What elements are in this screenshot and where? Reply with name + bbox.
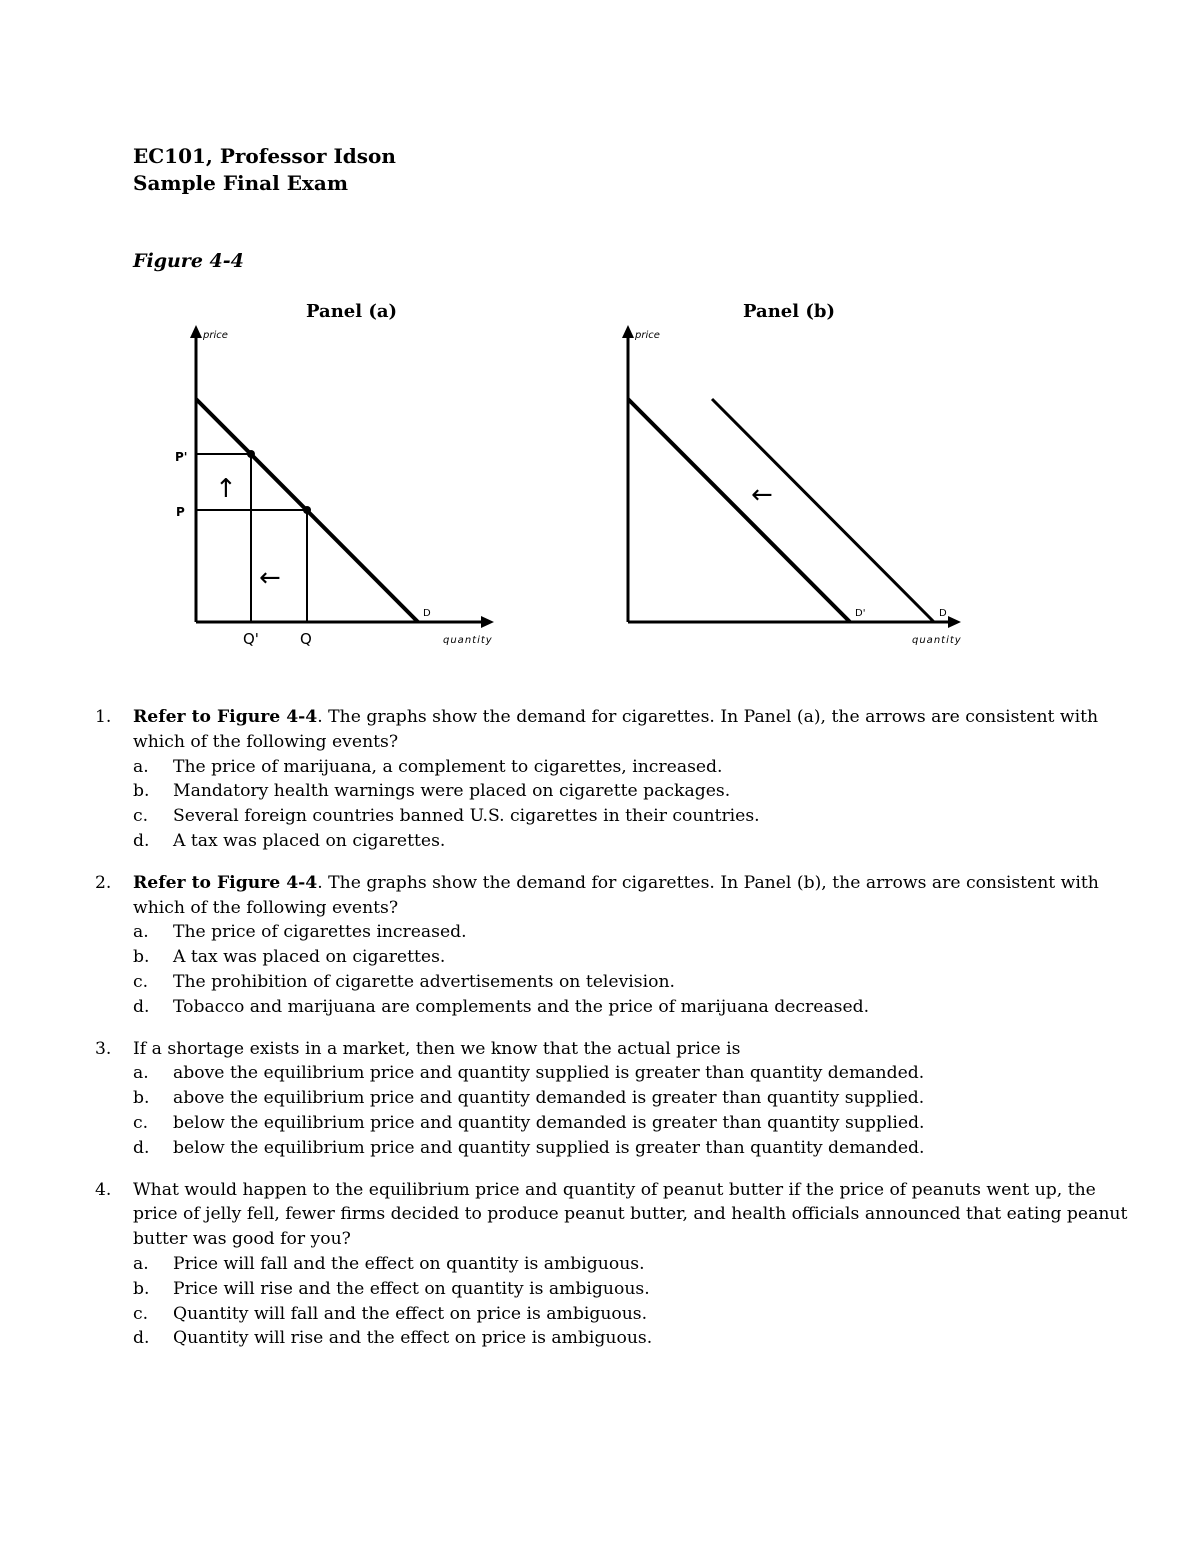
demand-curve-new: [628, 399, 850, 622]
option-a: a. Price will fall and the effect on quantity is ambiguous.: [133, 1253, 645, 1274]
question-stem: [133, 871, 1135, 921]
question-text: . The graphs show the demand for cigarettes. In Panel (a), the arrows are consistent with which of the following events?: [133, 707, 1099, 752]
question-2: [95, 871, 1135, 1020]
panel-a-title: Panel (a): [306, 301, 398, 322]
y-axis-label: price: [635, 330, 660, 341]
option-c: c. Quantity will fall and the effect on price is ambiguous.: [133, 1303, 648, 1324]
question-3: [95, 1037, 1135, 1161]
question-lead: Refer to Figure 4-4: [133, 872, 318, 893]
question-lead: Refer to Figure 4-4: [133, 707, 318, 727]
option-b: b. Price will rise and the effect on quantity is ambiguous.: [133, 1278, 650, 1299]
x-axis-label: quantity: [912, 635, 962, 646]
option-b: b. A tax was placed on cigarettes.: [133, 947, 446, 968]
option-c: c. below the equilibrium price and quantity demanded is greater than quantity supplied.: [133, 1112, 925, 1133]
x-axis-label: quantity: [443, 635, 493, 646]
option-b: b. above the equilibrium price and quantity demanded is greater than quantity supplied.: [133, 1088, 925, 1109]
arrow-left-icon: ←: [259, 563, 281, 593]
x-axis-arrowhead: [948, 616, 961, 628]
question-text: . The graphs show the demand for cigarettes. In Panel (b), the arrows are consistent with which of the following events?: [133, 872, 1099, 918]
demand-label: D: [939, 608, 947, 619]
arrow-left-icon: ←: [751, 480, 773, 510]
exam-title: Sample Final Exam: [133, 171, 348, 195]
question-1: [95, 705, 1135, 854]
demand-curve-original: [712, 399, 934, 622]
option-d: d. Tobacco and marijuana are complements and the price of marijuana decreased.: [133, 996, 870, 1017]
question-list: [95, 705, 1135, 1368]
question-4: [95, 1178, 1135, 1352]
question-number: 4.: [95, 1179, 112, 1200]
y-axis-arrowhead: [622, 325, 634, 338]
option-c: c. The prohibition of cigarette advertisements on television.: [133, 971, 675, 992]
p-label: P: [176, 505, 185, 519]
q-prime-label: Q': [243, 630, 259, 648]
option-b: b. Mandatory health warnings were placed on cigarette packages.: [133, 781, 731, 802]
option-c: c. Several foreign countries banned U.S. cigarettes in their countries.: [133, 806, 760, 827]
panel-b-title: Panel (b): [743, 301, 835, 322]
option-d: d. below the equilibrium price and quantity supplied is greater than quantity demanded.: [133, 1137, 925, 1158]
option-d: d. Quantity will rise and the effect on price is ambiguous.: [133, 1328, 653, 1349]
point-p: [303, 506, 311, 514]
question-number: 3.: [95, 1038, 112, 1059]
y-axis-label: price: [203, 330, 228, 341]
question-stem: [133, 705, 1135, 755]
panel-a-graph: [165, 315, 505, 655]
option-a: a. The price of cigarettes increased.: [133, 922, 467, 943]
y-axis-arrowhead: [190, 325, 202, 338]
q-label: Q: [300, 630, 312, 648]
question-number: 2.: [95, 872, 112, 893]
question-stem: What would happen to the equilibrium price and quantity of peanut butter if the price of peanuts went up, the price of jelly fell, fewer firms decided to produce peanut butter, and health officials announced that eating peanut butter was good for you?: [133, 1179, 1128, 1250]
figure-title: Figure 4-4: [133, 250, 244, 272]
x-axis-arrowhead: [481, 616, 494, 628]
question-number: 1.: [95, 707, 112, 727]
demand-label: D: [423, 608, 431, 619]
option-d: d. A tax was placed on cigarettes.: [133, 830, 446, 851]
option-a: a. The price of marijuana, a complement to cigarettes, increased.: [133, 756, 723, 777]
exam-header: [133, 143, 396, 197]
demand-prime-label: D': [855, 608, 866, 619]
course-title: EC101, Professor Idson: [133, 144, 396, 168]
option-a: a. above the equilibrium price and quantity supplied is greater than quantity demanded.: [133, 1063, 925, 1084]
p-prime-label: P': [175, 450, 188, 464]
question-stem: If a shortage exists in a market, then we know that the actual price is: [133, 1038, 741, 1059]
panel-b-graph: [597, 315, 977, 655]
point-p-prime: [247, 450, 255, 458]
arrow-up-icon: ↑: [215, 474, 237, 504]
